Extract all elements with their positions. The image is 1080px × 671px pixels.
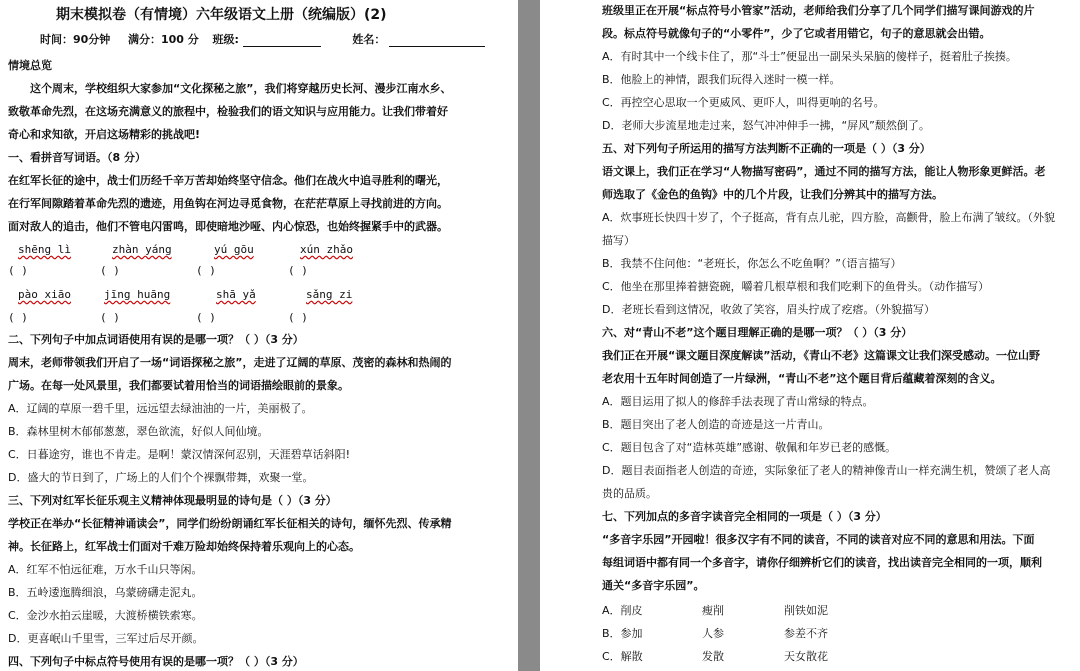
q6-option-d[interactable]: D．题目表面指老人创造的奇迹，实际象征了老人的精神像青山一样充满生机，赞颂了老人高 bbox=[602, 464, 1051, 477]
time-label: 时间：90分钟 bbox=[40, 33, 111, 46]
q7-word: 发散 bbox=[702, 650, 724, 663]
q4-option-a[interactable]: A．有时其中一个线卡住了，那“斗士”便显出一副呆头呆脑的傻样子，挺着肚子挨揍。 bbox=[602, 50, 1017, 63]
q7-text: 通关“多音字乐园”。 bbox=[602, 579, 705, 592]
q7-word: 天女散花 bbox=[784, 650, 828, 663]
q7-option-b[interactable]: B．参加 bbox=[602, 627, 643, 640]
intro-heading: 情境总览 bbox=[8, 59, 52, 72]
answer-blank[interactable]: ( ) bbox=[196, 311, 216, 324]
q3-heading: 三、下列对红军长征乐观主义精神体现最明显的诗句是（ ）（3 分） bbox=[8, 494, 337, 507]
answer-blank[interactable]: ( ) bbox=[100, 311, 120, 324]
score-label: 满分：100 分 bbox=[128, 33, 199, 46]
q3-text: 学校正在举办“长征精神诵读会”，同学们纷纷朗诵红军长征相关的诗句，缅怀先烈、传承精 bbox=[8, 517, 452, 530]
pinyin-item: zhàn yáng bbox=[112, 243, 172, 256]
q3-option-c[interactable]: C．金沙水拍云崖暖，大渡桥横铁索寒。 bbox=[8, 609, 203, 622]
answer-blank[interactable]: ( ) bbox=[196, 264, 216, 277]
q7-text: 每组词语中都有同一个多音字，请你仔细辨析它们的读音，找出读音完全相同的一项，顺利 bbox=[602, 556, 1042, 569]
q4-option-d[interactable]: D．老师大步流星地走过来，怒气冲冲伸手一拂，“屏风”颓然倒了。 bbox=[602, 119, 930, 132]
q2-heading: 二、下列句子中加点词语使用有误的是哪一项？（ ）（3 分） bbox=[8, 333, 304, 346]
pinyin-item: shēng lì bbox=[18, 243, 71, 256]
q5-option-c[interactable]: C．他坐在那里捧着搪瓷碗，嚼着几根草根和我们吃剩下的鱼骨头。（动作描写） bbox=[602, 280, 990, 293]
class-label: 班级: bbox=[212, 33, 239, 46]
q3-text: 神。长征路上，红军战士们面对千难万险却始终保持着乐观向上的心态。 bbox=[8, 540, 360, 553]
q5-option-a[interactable]: A．炊事班长快四十岁了，个子挺高，背有点儿驼，四方脸，高颧骨，脸上布满了皱纹。（外貌 bbox=[602, 211, 1056, 224]
name-blank[interactable] bbox=[389, 35, 485, 47]
q3-option-d[interactable]: D．更喜岷山千里雪，三军过后尽开颜。 bbox=[8, 632, 204, 645]
q6-heading: 六、对“青山不老”这个题目理解正确的是哪一项？（ ）（3 分） bbox=[602, 326, 913, 339]
q7-word: 参差不齐 bbox=[784, 627, 828, 640]
name-label: 姓名： bbox=[352, 33, 386, 46]
q7-text: “多音字乐园”开园啦！很多汉字有不同的读音，不同的读音对应不同的意思和用法。下面 bbox=[602, 533, 1035, 546]
info-line bbox=[40, 33, 485, 47]
q5-option-a-cont: 描写） bbox=[602, 234, 635, 247]
q1-text: 在行军间隙踏着革命先烈的遗迹，用鱼钩在河边寻觅食物，在茫茫草原上寻找前进的方向。 bbox=[8, 197, 448, 210]
q7-word: 人参 bbox=[702, 627, 724, 640]
class-blank[interactable] bbox=[243, 35, 321, 47]
q5-text: 师选取了《金色的鱼钩》中的几个片段，让我们分辨其中的描写方法。 bbox=[602, 188, 943, 201]
intro-line: 这个周末，学校组织大家参加“文化探秘之旅”，我们将穿越历史长河、漫步江南水乡、 bbox=[30, 82, 452, 95]
q6-option-b[interactable]: B．题目突出了老人创造的奇迹是这一片青山。 bbox=[602, 418, 830, 431]
q2-option-a[interactable]: A．辽阔的草原一碧千里，远远望去绿油油的一片，美丽极了。 bbox=[8, 402, 313, 415]
q4-text: 班级里正在开展“标点符号小管家”活动，老师给我们分享了几个同学们描写课间游戏的片 bbox=[602, 4, 1035, 17]
q6-option-a[interactable]: A．题目运用了拟人的修辞手法表现了青山常绿的特点。 bbox=[602, 395, 874, 408]
q7-heading: 七、下列加点的多音字读音完全相同的一项是（ ）（3 分） bbox=[602, 510, 887, 523]
page-gutter bbox=[518, 0, 540, 671]
exam-page-right bbox=[540, 0, 1080, 671]
pinyin-item: sǎng zi bbox=[306, 288, 353, 301]
pinyin-item: shā yǎ bbox=[216, 288, 256, 301]
q2-option-d[interactable]: D．盛大的节日到了，广场上的人们个个裸飘带舞，欢聚一堂。 bbox=[8, 471, 314, 484]
pinyin-item: jīng huāng bbox=[104, 288, 171, 301]
q6-text: 老农用十五年时间创造了一片绿洲，“青山不老”这个题目背后蕴藏着深刻的含义。 bbox=[602, 372, 1002, 385]
pinyin-item: yú gōu bbox=[214, 243, 254, 256]
q5-text: 语文课上，我们正在学习“人物描写密码”，通过不同的描写方法，能让人物形象更鲜活。老 bbox=[602, 165, 1046, 178]
q4-option-b[interactable]: B．他脸上的神情，跟我们玩得入迷时一模一样。 bbox=[602, 73, 841, 86]
q7-word: 瘦削 bbox=[702, 604, 724, 617]
answer-blank[interactable]: ( ) bbox=[8, 264, 28, 277]
pinyin-item: pào xiāo bbox=[18, 288, 71, 301]
answer-blank[interactable]: ( ) bbox=[8, 311, 28, 324]
q1-heading: 一、看拼音写词语。（8 分） bbox=[8, 151, 146, 164]
q7-option-a[interactable]: A．削皮 bbox=[602, 604, 643, 617]
q3-option-b[interactable]: B．五岭逶迤腾细浪，乌蒙磅礴走泥丸。 bbox=[8, 586, 203, 599]
q6-text: 我们正在开展“课文题目深度解读”活动，《青山不老》这篇课文让我们深受感动。一位山野 bbox=[602, 349, 1040, 362]
q7-option-c[interactable]: C．解散 bbox=[602, 650, 643, 663]
q4-text: 段。标点符号就像句子的“小零件”，少了它或者用错它，句子的意思就会出错。 bbox=[602, 27, 991, 40]
q1-text: 在红军长征的途中，战士们历经千辛万苦却始终坚守信念。他们在战火中追寻胜利的曙光， bbox=[8, 174, 448, 187]
q4-heading: 四、下列句子中标点符号使用有误的是哪一项？（ ）（3 分） bbox=[8, 655, 304, 668]
q1-text: 面对敌人的追击，他们不管电闪雷鸣，即使暗地沙哑、内心惊恐，也始终握紧手中的武器。 bbox=[8, 220, 448, 233]
intro-line: 致敬革命先烈，在这场充满意义的旅程中，检验我们的语文知识与应用能力。让我们带着好 bbox=[8, 105, 448, 118]
q6-option-c[interactable]: C．题目包含了对“造林英雄”感谢、敬佩和年岁已老的感慨。 bbox=[602, 441, 897, 454]
q2-option-c[interactable]: C．日暮途穷，谁也不肯走。是啊！蒙汉情深何忍别，天涯碧草话斜阳! bbox=[8, 448, 351, 461]
exam-page-left bbox=[0, 0, 518, 671]
q5-option-b[interactable]: B．我禁不住问他：“老班长，你怎么不吃鱼啊？”（语言描写） bbox=[602, 257, 902, 270]
q2-text: 广场。在每一处风景里，我们都要试着用恰当的词语描绘眼前的景象。 bbox=[8, 379, 349, 392]
exam-title: 期末模拟卷（有情境）六年级语文上册（统编版）(2) bbox=[56, 7, 387, 23]
q7-word: 削铁如泥 bbox=[784, 604, 828, 617]
q5-option-d[interactable]: D．老班长看到这情况，收敛了笑容，眉头拧成了疙瘩。（外貌描写） bbox=[602, 303, 935, 316]
answer-blank[interactable]: ( ) bbox=[100, 264, 120, 277]
q4-option-c[interactable]: C．再控空心思取一个更威风、更吓人，叫得更响的名号。 bbox=[602, 96, 885, 109]
q2-text: 周末，老师带领我们开启了一场“词语探秘之旅”，走进了辽阔的草原、茂密的森林和热闹的 bbox=[8, 356, 452, 369]
q6-option-d-cont: 贵的品质。 bbox=[602, 487, 657, 500]
q2-option-b[interactable]: B．森林里树木郁郁葱葱，翠色欲流，好似人间仙境。 bbox=[8, 425, 269, 438]
q5-heading: 五、对下列句子所运用的描写方法判断不正确的一项是（ ）（3 分） bbox=[602, 142, 931, 155]
answer-blank[interactable]: ( ) bbox=[288, 264, 308, 277]
pinyin-item: xún zhǎo bbox=[300, 243, 353, 256]
q3-option-a[interactable]: A．红军不怕远征难，万水千山只等闲。 bbox=[8, 563, 203, 576]
intro-line: 奇心和求知欲，开启这场精彩的挑战吧! bbox=[8, 128, 201, 141]
answer-blank[interactable]: ( ) bbox=[288, 311, 308, 324]
